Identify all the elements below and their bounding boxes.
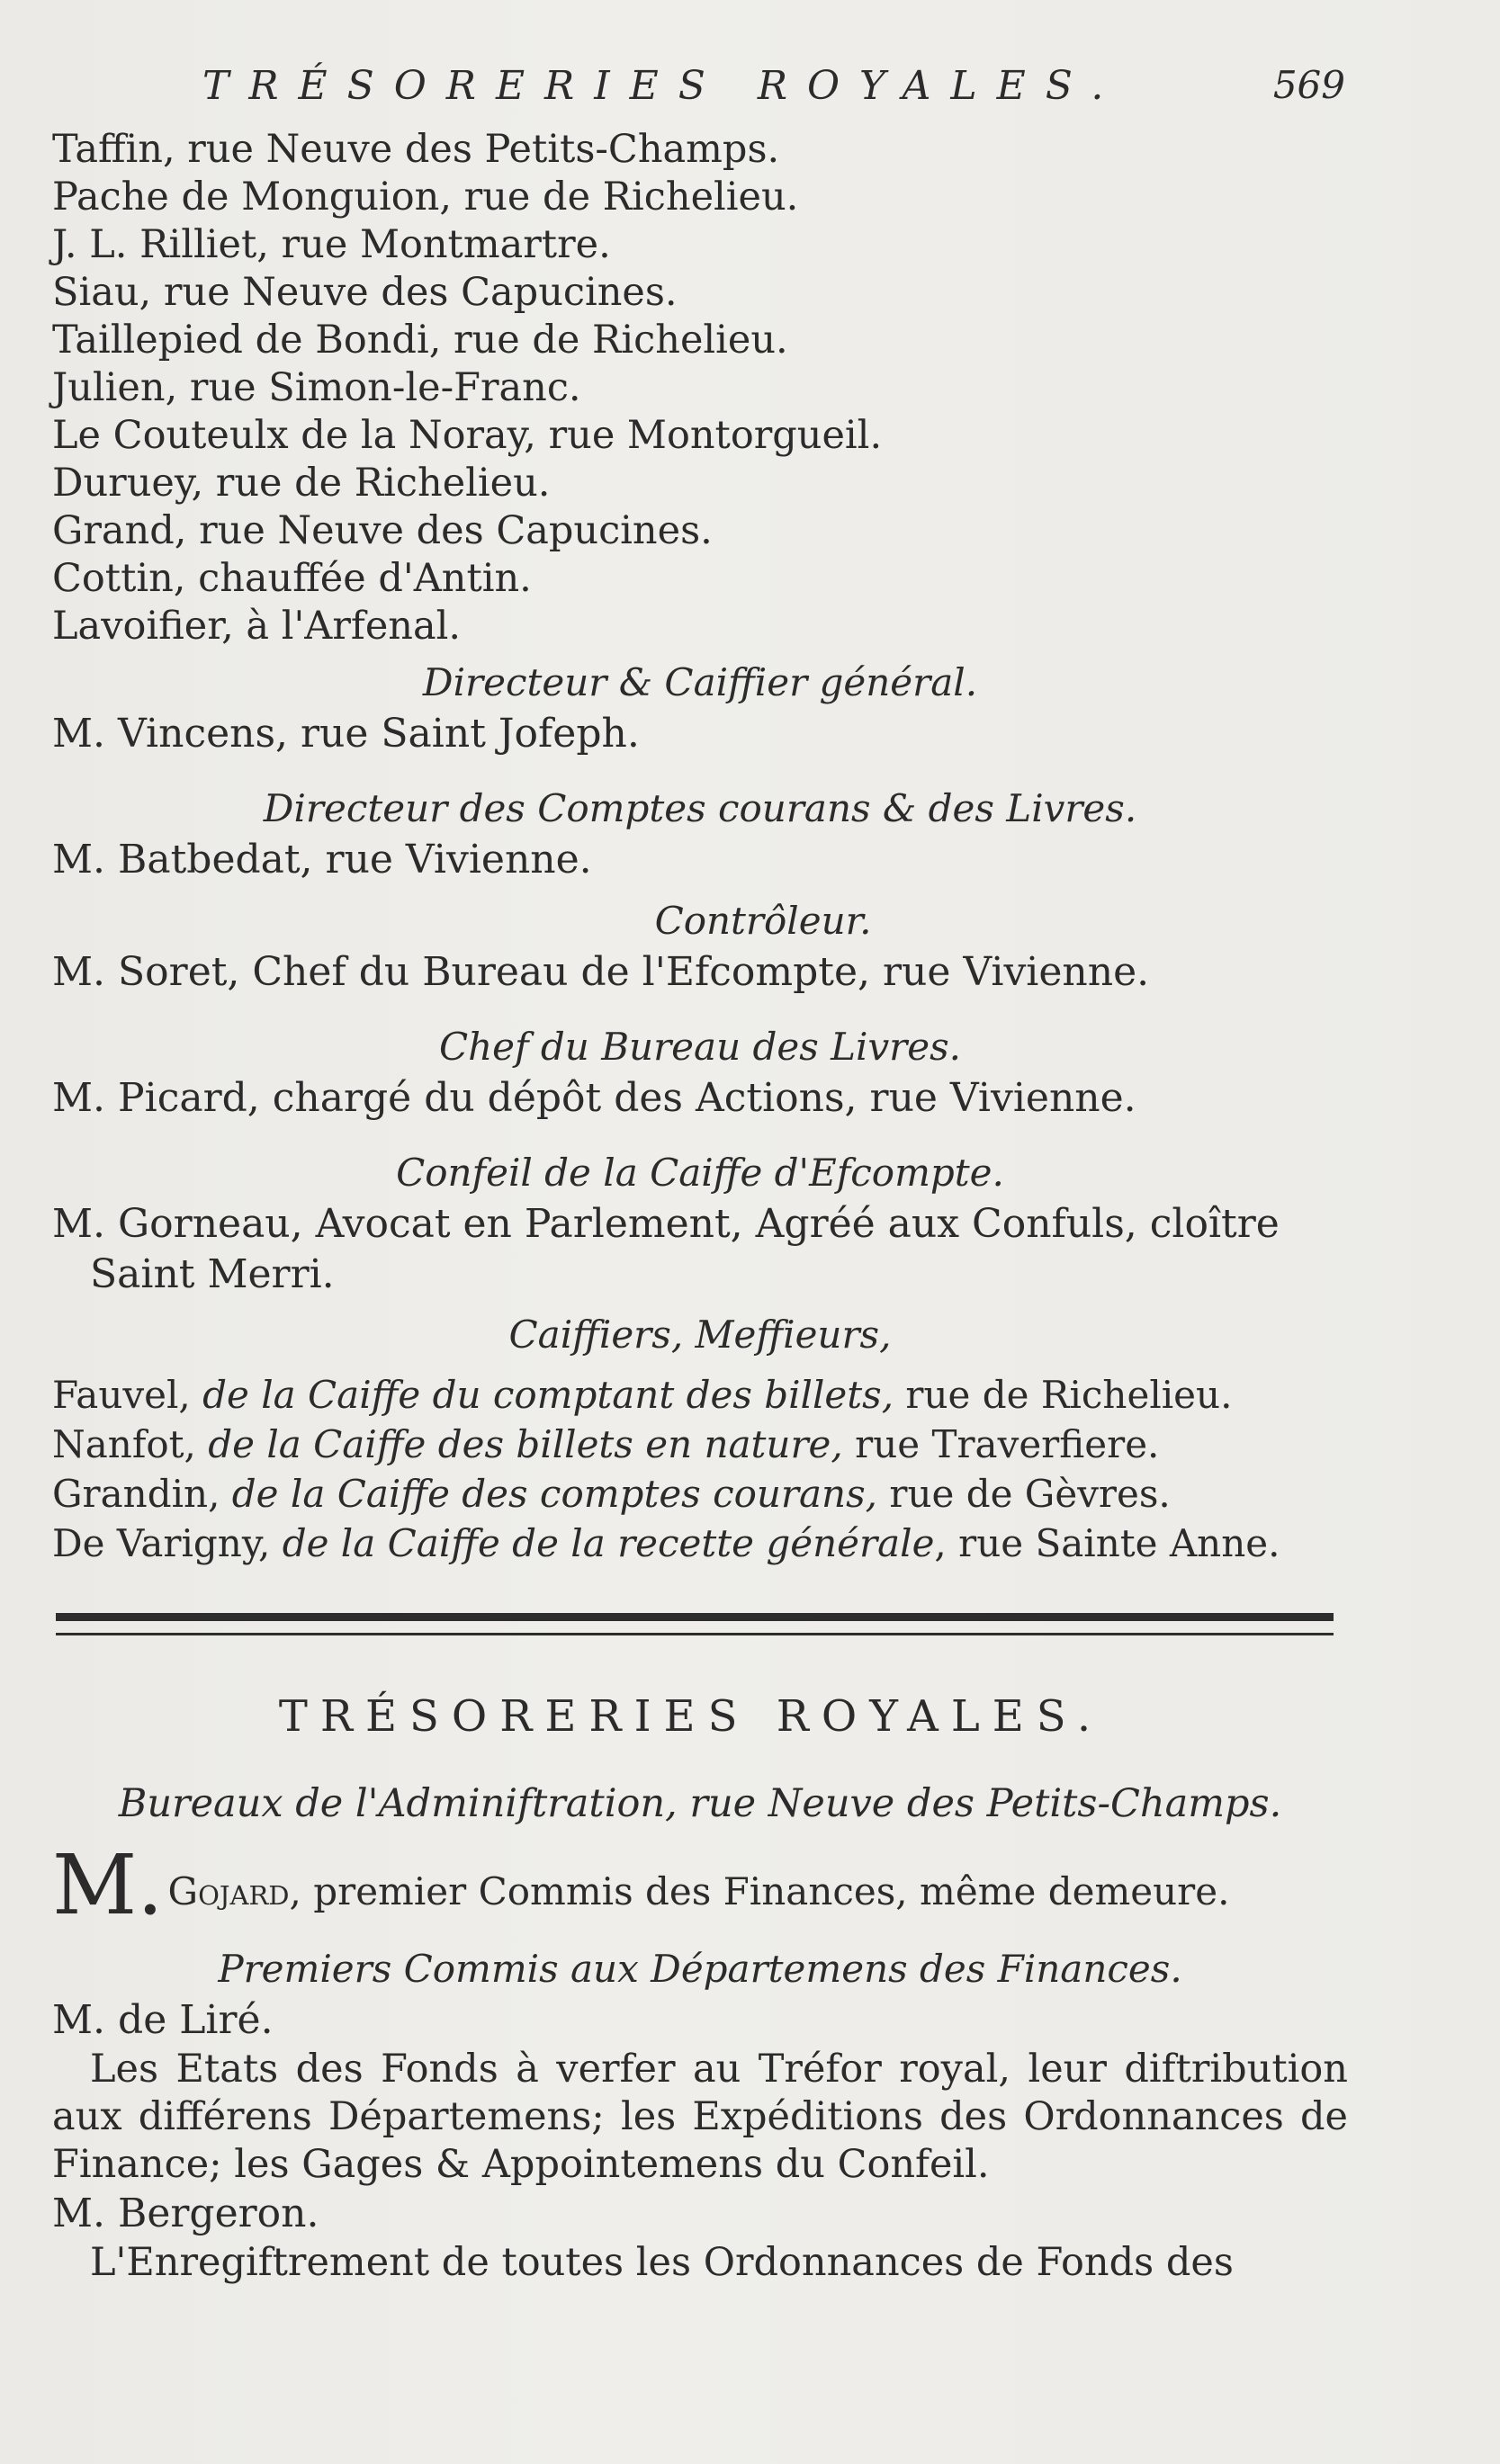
cashier-desc: de la Caiffe du comptant des billets,: [190, 1373, 894, 1417]
person-entry: M. Soret, Chef du Bureau de l'Efcompte, rue Vivienne.: [52, 949, 1150, 995]
person-entry: M. de Liré.: [52, 1997, 274, 2043]
list-item: Siau, rue Neuve des Capucines.: [52, 270, 678, 315]
list-item: Grand, rue Neuve des Capucines.: [52, 508, 713, 553]
section-subtitle: Bureaux de l'Adminiftration, rue Neuve des Petits-Champs.: [118, 1781, 1282, 1826]
caiffiers-section: [52, 1309, 1348, 1568]
cashier-desc: de la Caiffe des comptes courans,: [220, 1472, 878, 1516]
list-item: Taillepied de Bondi, rue de Richelieu.: [52, 318, 788, 363]
list-item: [52, 1519, 1348, 1568]
premiers-commis-section: [52, 1943, 1348, 2287]
list-item: [52, 1420, 1348, 1469]
directeur-comptes-section: [52, 783, 1348, 885]
lead-entry: [52, 1837, 1348, 1933]
divider-thick: [56, 1613, 1334, 1621]
person-entry-continued: [52, 1250, 1348, 1300]
directeur-section: [52, 657, 1348, 759]
cashier-name: Fauvel,: [52, 1373, 191, 1417]
cashier-street: rue Traverfiere.: [842, 1422, 1160, 1466]
lead-name: Gojard: [167, 1869, 290, 1913]
list-item: Julien, rue Simon-le-Franc.: [52, 365, 581, 410]
person-entry-continued-text: Saint Merri.: [90, 1251, 335, 1297]
running-header: [202, 63, 1345, 117]
person-entry: M. Batbedat, rue Vivienne.: [52, 837, 592, 883]
role-heading: Contrôleur.: [654, 899, 872, 943]
role-heading: Confeil de la Caiffe d'Efcompte.: [396, 1151, 1004, 1195]
page-number: 569: [1272, 63, 1345, 107]
person-entry: M. Bergeron.: [52, 2191, 319, 2236]
list-item: Cottin, chauffée d'Antin.: [52, 556, 532, 601]
list-item: Duruey, rue de Richelieu.: [52, 461, 551, 506]
list-item: [52, 1370, 1348, 1420]
cashier-street: rue de Richelieu.: [894, 1373, 1233, 1417]
section-title: TRÉSORERIES ROYALES.: [278, 1691, 1104, 1742]
list-item: Le Couteulx de la Noray, rue Montorgueil.: [52, 413, 883, 458]
cashier-desc: de la Caiffe de la recette générale: [270, 1521, 935, 1565]
cashier-street: , rue Sainte Anne.: [934, 1521, 1280, 1565]
cashier-name: Grandin,: [52, 1472, 220, 1516]
list-item: J. L. Rilliet, rue Montmartre.: [52, 222, 611, 267]
duty-paragraph: L'Enregiftrement de toutes les Ordonnances de Fonds des: [90, 2240, 1234, 2285]
role-heading: Directeur des Comptes courans & des Livres.: [263, 786, 1137, 830]
role-heading: Caiffiers, Meffieurs,: [508, 1313, 892, 1357]
chef-livres-section: [52, 1021, 1348, 1124]
cashier-street: rue de Gèvres.: [877, 1472, 1171, 1516]
role-heading: Directeur & Caiffier général.: [422, 660, 978, 704]
member-list: [52, 126, 1348, 650]
controleur-section: [52, 895, 1348, 998]
drop-cap: M.: [52, 1837, 164, 1933]
list-item: [52, 1469, 1348, 1519]
cashier-list: [52, 1370, 1348, 1568]
role-heading: Premiers Commis aux Départemens des Finances.: [218, 1947, 1182, 1991]
person-entry: M. Vincens, rue Saint Jofeph.: [52, 711, 640, 757]
person-entry: M. Picard, chargé du dépôt des Actions, rue Vivienne.: [52, 1075, 1136, 1121]
cashier-desc: de la Caiffe des billets en nature,: [195, 1422, 843, 1466]
lead-text: , premier Commis des Finances, même demeure.: [289, 1869, 1230, 1913]
duty-paragraph: Les Etats des Fonds à verfer au Tréfor royal, leur diftribution aux différens Départemens; les Expéditions des Ordonnances de Finance; les Gages & Appointemens du Confeil.: [52, 2047, 1348, 2187]
running-title: TRÉSORERIES ROYALES.: [202, 63, 1124, 109]
confeil-section: [52, 1147, 1348, 1300]
person-entry: M. Gorneau, Avocat en Parlement, Agréé aux Confuls, cloître: [52, 1201, 1280, 1247]
role-heading: Chef du Bureau des Livres.: [438, 1025, 962, 1069]
list-item: Lavoifier, à l'Arfenal.: [52, 604, 462, 649]
divider-thin: [56, 1633, 1334, 1635]
cashier-name: De Varigny,: [52, 1521, 271, 1565]
cashier-name: Nanfot,: [52, 1422, 196, 1466]
list-item: Pache de Monguion, rue de Richelieu.: [52, 175, 799, 220]
list-item: Taffin, rue Neuve des Petits-Champs.: [52, 127, 780, 172]
